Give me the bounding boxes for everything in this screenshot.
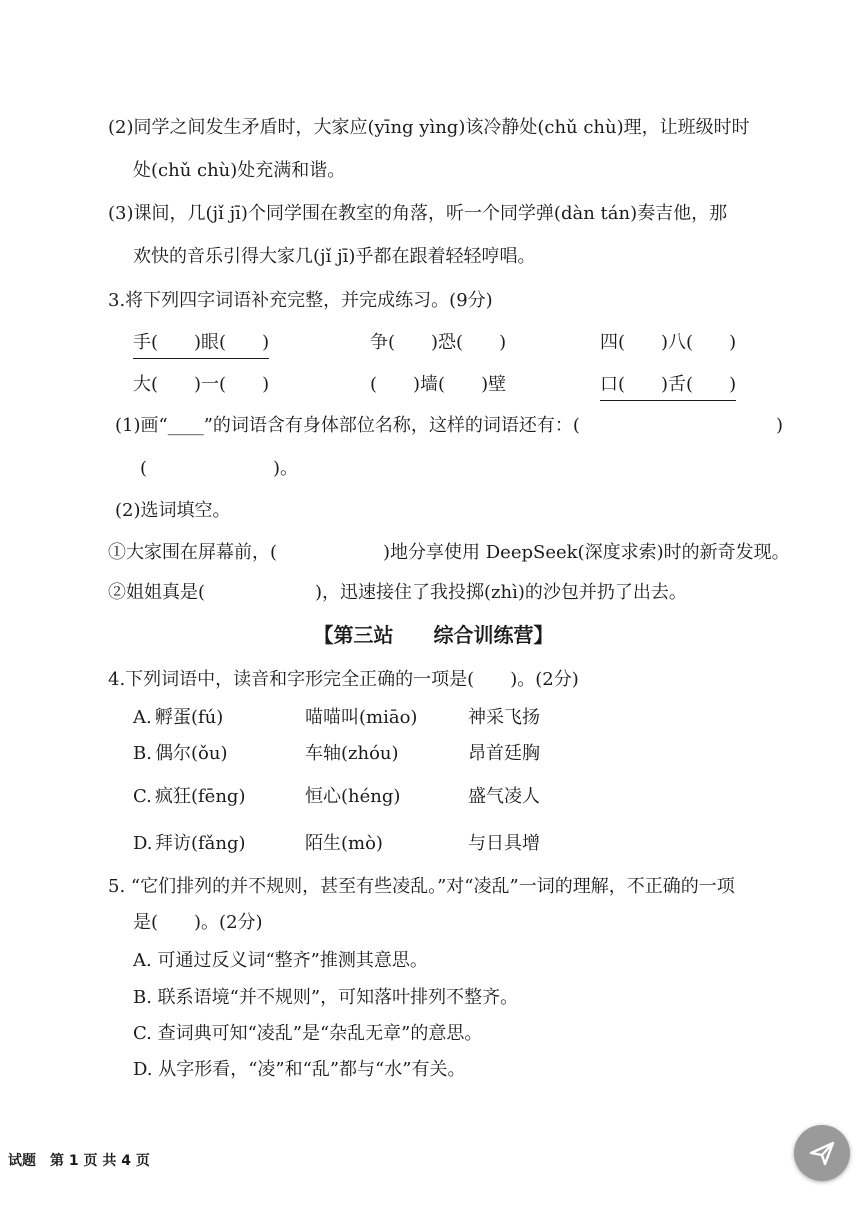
paper-plane-icon (807, 1138, 837, 1168)
q5-option-c[interactable]: C. 查词典可知“凌乱”是“杂乱无章”的意思。 (133, 1023, 483, 1044)
option-letter: B. (133, 743, 152, 764)
q3-idiom-3[interactable]: 四( )八( ) (600, 332, 737, 353)
q2-item3-line2: 欢快的音乐引得大家几(jǐ jī)乎都在跟着轻轻哼唱。 (133, 246, 536, 267)
option-word: 喵喵叫(miāo) (305, 707, 418, 728)
q2-item3-line1: (3)课间，几(jǐ jī)个同学围在教室的角落，听一个同学弹(dàn tán)奏吉他，那 (108, 203, 728, 224)
option-word: 偶尔(ǒu) (155, 743, 228, 764)
option-letter: D. (133, 833, 153, 854)
option-word: 盛气凌人 (468, 786, 540, 807)
q3-idiom-1[interactable]: 手( )眼( ) (133, 330, 269, 359)
option-word: 车轴(zhóu) (305, 743, 399, 764)
option-word: 陌生(mò) (305, 833, 383, 854)
option-word: 昂首廷胸 (468, 743, 540, 764)
q5-option-b[interactable]: B. 联系语境“并不规则”，可知落叶排列不整齐。 (133, 987, 519, 1008)
option-word: 孵蛋(fú) (155, 707, 224, 728)
share-button[interactable] (794, 1125, 850, 1181)
q3-fill-2b: )，迅速接住了我投掷(zhì)的沙包并扔了出去。 (315, 582, 687, 603)
q3-stem: 3.将下列四字词语补充完整，并完成练习。(9分) (108, 290, 493, 311)
q5-stem-line2: 是( )。(2分) (133, 912, 263, 933)
q3-fill-1a: ①大家围在屏幕前，( (108, 542, 278, 563)
q5-option-a[interactable]: A. 可通过反义词“整齐”推测其意思。 (133, 950, 428, 971)
option-word: 疯狂(fēng) (155, 786, 246, 807)
option-letter: C. (133, 786, 152, 807)
q3-sub1-line1: (1)画“____”的词语含有身体部位名称，这样的词语还有：( (115, 415, 580, 436)
q5-stem-line1: 5. “它们排列的并不规则，甚至有些凌乱。”对“凌乱”一词的理解，不正确的一项 (108, 876, 735, 897)
option-word: 神采飞扬 (468, 707, 540, 728)
page-footer: 试题 第 1 页 共 4 页 (8, 1153, 150, 1169)
option-word: 恒心(héng) (305, 786, 401, 807)
q4-stem: 4.下列词语中，读音和字形完全正确的一项是( )。(2分) (108, 669, 579, 690)
q2-item2-line1: (2)同学之间发生矛盾时，大家应(yīng yìng)该冷静处(chǔ chù)理，让班级时时 (108, 117, 750, 138)
q3-sub2: (2)选词填空。 (115, 500, 231, 521)
q3-fill-2a: ②姐姐真是( (108, 582, 206, 603)
q3-idiom-6[interactable]: 口( )舌( ) (600, 372, 736, 401)
q3-idiom-4[interactable]: 大( )一( ) (133, 374, 270, 395)
option-word: 与日具增 (468, 833, 540, 854)
q2-item2-line2: 处(chǔ chù)处充满和谐。 (133, 160, 346, 181)
section-title: 【第三站 综合训练营】 (313, 623, 554, 647)
q3-fill-1b: )地分享使用 DeepSeek(深度求索)时的新奇发现。 (383, 542, 790, 563)
q3-idiom-5[interactable]: ( )墙( )壁 (370, 374, 507, 395)
q3-sub1-close: ) (776, 415, 784, 436)
option-letter: A. (133, 707, 152, 728)
q3-sub1-line2[interactable]: ( )。 (140, 458, 299, 479)
q3-idiom-2[interactable]: 争( )恐( ) (370, 332, 507, 353)
q5-option-d[interactable]: D. 从字形看，“凌”和“乱”都与“水”有关。 (133, 1059, 466, 1080)
option-word: 拜访(fǎng) (155, 833, 246, 854)
